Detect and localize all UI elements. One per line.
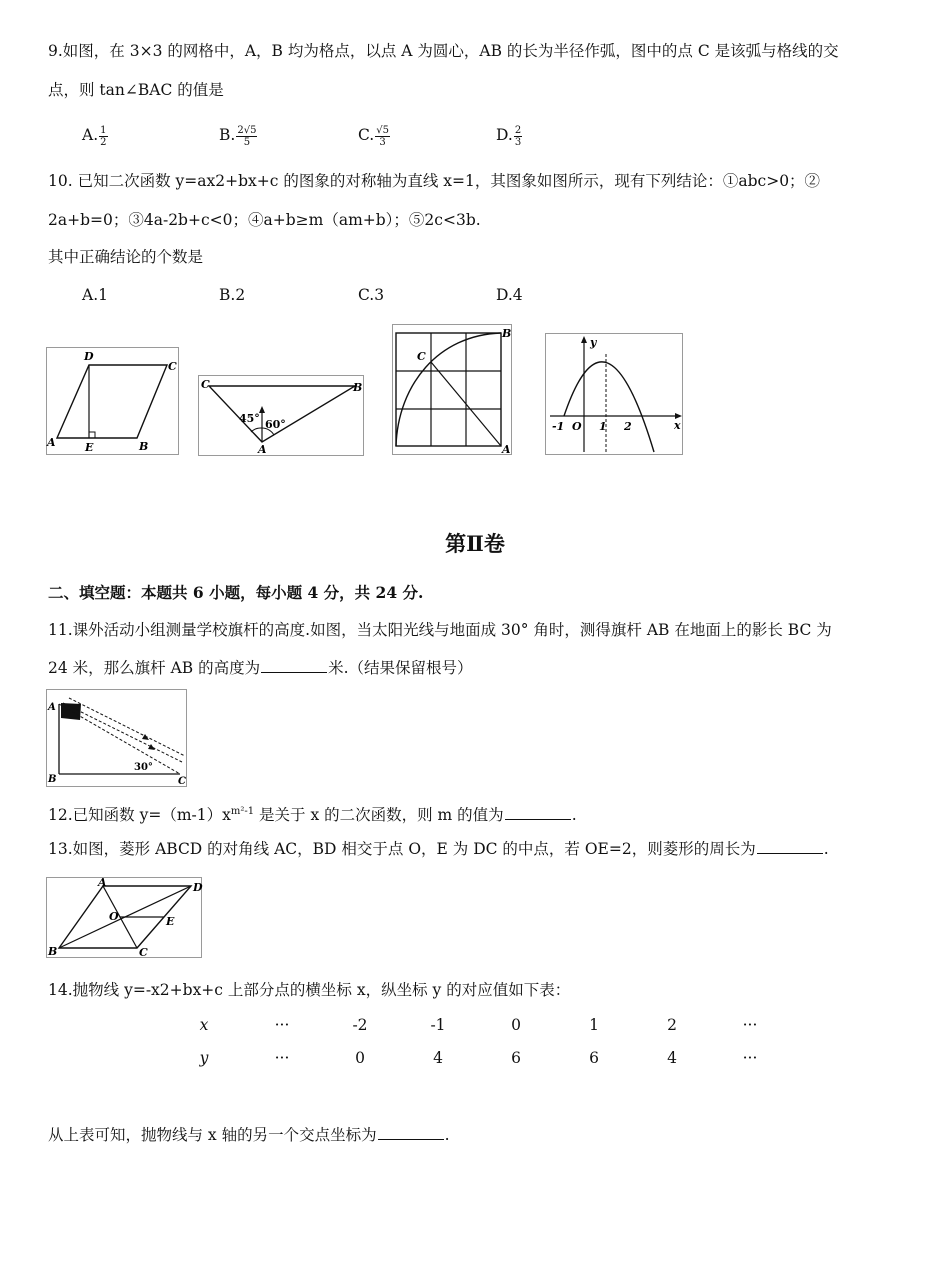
fig3-label-a: A <box>502 443 511 456</box>
fig4-label-1: 1 <box>599 420 607 433</box>
figure-triangle <box>198 375 364 456</box>
fig5-label-b: B <box>48 774 57 785</box>
fig6-label-a: A <box>98 876 107 889</box>
fig5-angle-30: 30° <box>134 762 153 773</box>
q10-option-a: A.1 <box>82 286 108 304</box>
q11-line1: 11.课外活动小组测量学校旗杆的高度.如图，当太阳光线与地面成 30° 角时，测得旗杆 AB 在地面上的影长 BC 为 <box>48 621 832 639</box>
fig3-label-b: B <box>502 327 512 340</box>
q12-line: 12.已知函数 $y=(m-1)x^{m^2-1}$ 是关于 x 的二次函数，则 m 的值为 . <box>48 806 577 825</box>
q14-value-table <box>165 1008 789 1074</box>
q12-answer-blank[interactable] <box>505 804 571 820</box>
table-row: x ··· -2 -1 0 1 2 ··· <box>199 1015 758 1034</box>
q11-answer-blank[interactable] <box>261 657 327 673</box>
q9-option-b: B. $\frac{2√5}{5}$ <box>219 124 257 148</box>
fig4-label-neg1: -1 <box>552 420 565 433</box>
q9-option-c: C. $\frac{√5}{3}$ <box>358 124 389 148</box>
fig1-label-b: B <box>139 440 149 453</box>
fig6-label-d: D <box>193 881 203 894</box>
fig2-label-a: A <box>258 443 267 456</box>
fig4-label-x: x <box>674 419 681 432</box>
q11-line2: 24 米，那么旗杆 AB 的高度为 米.（结果保留根号） <box>48 659 473 677</box>
q10-line1: 10. 已知二次函数 y=ax2+bx+c 的图象的对称轴为直线 x=1，其图象如图所示，现有下列结论：①abc>0；② <box>48 172 821 190</box>
fig6-label-e: E <box>166 915 175 928</box>
q10-line3: 其中正确结论的个数是 <box>48 248 204 266</box>
fig2-angle-60: 60° <box>265 418 286 431</box>
q14-line1: 14.抛物线 y=-x2+bx+c 上部分点的横坐标 x，纵坐标 y 的对应值如下表： <box>48 981 571 999</box>
q10-option-d: D.4 <box>496 286 523 304</box>
q9-line2: 点，则 tan∠BAC 的值是 <box>48 81 224 99</box>
fig4-label-2: 2 <box>624 420 632 433</box>
figure-flagpole <box>46 689 187 787</box>
fig1-label-d: D <box>84 350 94 363</box>
fig6-label-o: O <box>109 910 119 923</box>
q10-option-b: B.2 <box>219 286 246 304</box>
fig5-label-a: A <box>48 702 56 713</box>
q14-answer-blank[interactable] <box>378 1124 444 1140</box>
table-row: y ··· 0 4 6 6 4 ··· <box>199 1048 758 1067</box>
figure-parallelogram <box>46 347 179 455</box>
figure-rhombus <box>46 877 202 958</box>
q9-option-a: A. $\frac{1}{2}$ <box>82 124 107 148</box>
fig2-label-c: C <box>201 378 210 391</box>
fig6-label-c: C <box>139 946 148 959</box>
fig5-label-c: C <box>178 776 186 787</box>
fig1-label-e: E <box>85 441 94 454</box>
q13-line: 13.如图，菱形 ABCD 的对角线 AC，BD 相交于点 O，E 为 DC 的中点，若 OE=2，则菱形的周长为 . <box>48 840 829 858</box>
part2-header: 二、填空题：本题共 6 小题，每小题 4 分，共 24 分. <box>48 583 424 602</box>
fig3-label-c: C <box>417 350 426 363</box>
fig1-label-c: C <box>168 360 177 373</box>
fig2-angle-45: 45° <box>239 412 260 425</box>
figure-grid-arc <box>392 324 512 455</box>
q13-answer-blank[interactable] <box>757 838 823 854</box>
section-title: 第Ⅱ卷 <box>445 531 505 556</box>
fig4-label-origin: O <box>572 420 582 433</box>
q14-line2: 从上表可知，抛物线与 x 轴的另一个交点坐标为 . <box>48 1126 450 1144</box>
fig1-label-a: A <box>47 436 56 449</box>
figure-parabola <box>545 333 683 455</box>
q9-option-d: D. $\frac{2}{3}$ <box>496 124 522 148</box>
fig6-label-b: B <box>48 945 58 958</box>
q10-option-c: C.3 <box>358 286 385 304</box>
q10-line2: 2a+b=0；③4a-2b+c<0；④a+b≥m（am+b）；⑤2c<3b. <box>48 211 481 229</box>
q9-line1: 9.如图，在 3×3 的网格中，A，B 均为格点，以点 A 为圆心，AB 的长为半径作弧，图中的点 C 是该弧与格线的交 <box>48 42 839 60</box>
fig4-label-y: y <box>590 336 597 349</box>
fig2-label-b: B <box>353 381 363 394</box>
